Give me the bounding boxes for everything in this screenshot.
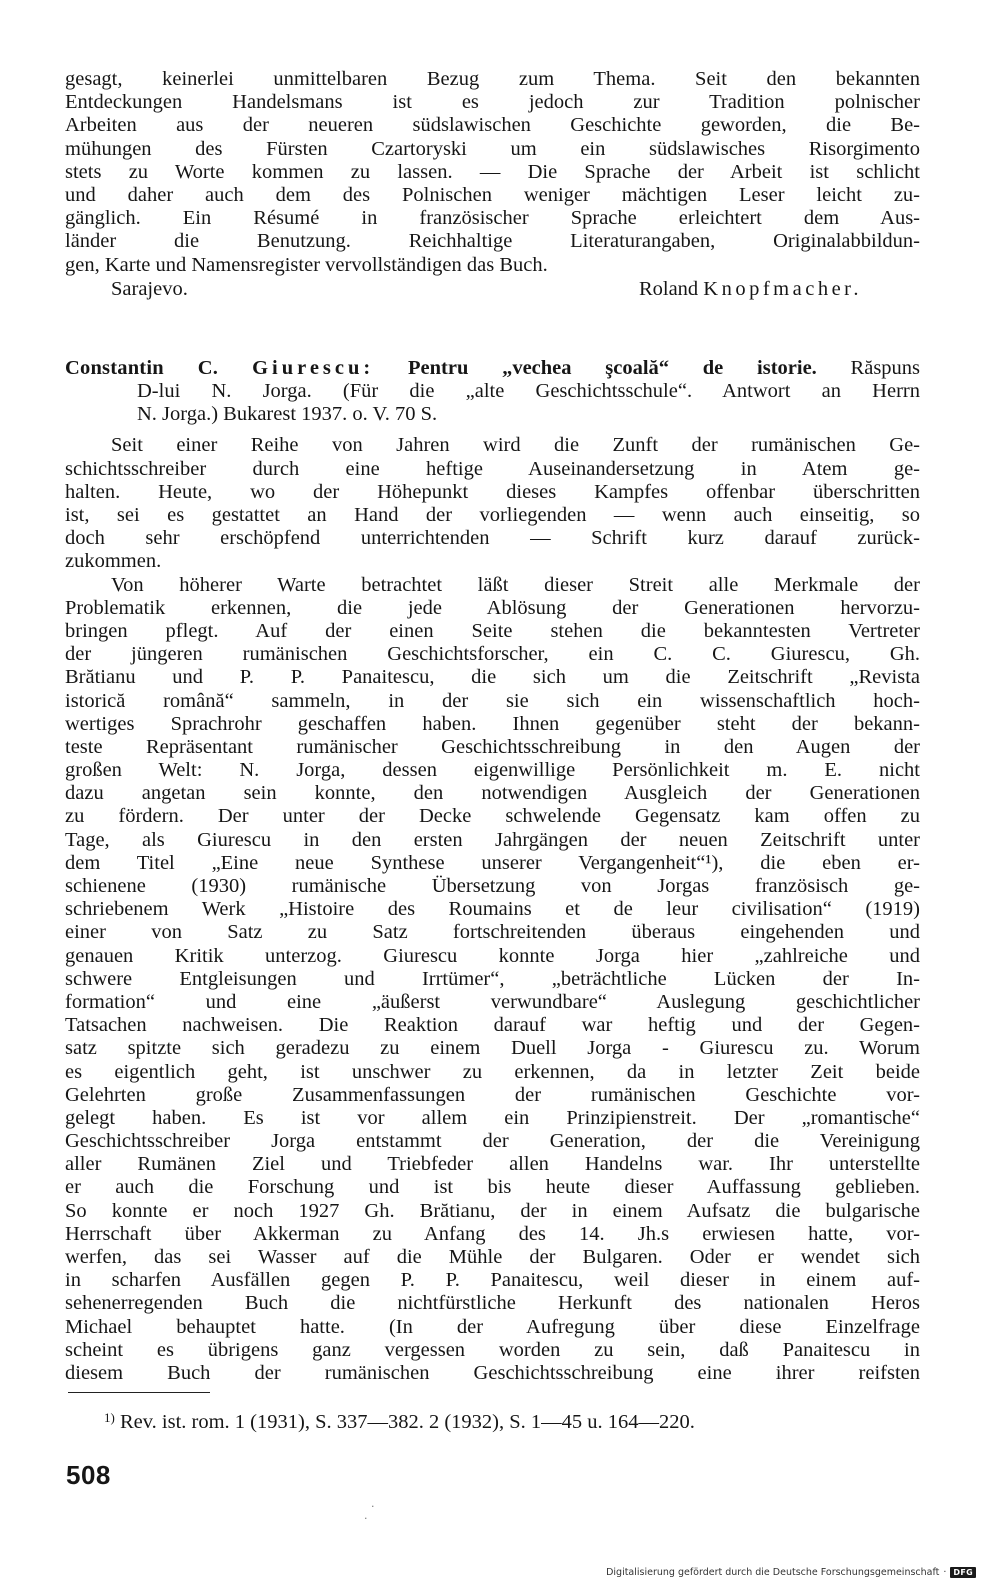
- text-line: es eigentlich geht, ist unschwer zu erkennen, da in letzter Zeit beide: [65, 1060, 920, 1083]
- text-line: er auch die Forschung und ist bis heute dieser Auffassung geblieben.: [65, 1176, 920, 1199]
- text-line: schwere Entgleisungen und Irrtümer“, „beträchtliche Lücken der In-: [65, 967, 920, 990]
- heading-line: N. Jorga.) Bukarest 1937. o. V. 70 S.: [137, 403, 438, 426]
- text-line: in scharfen Ausfällen gegen P. P. Panaitescu, weil dieser in einem auf-: [65, 1269, 920, 1292]
- text-line: halten. Heute, wo der Höhepunkt dieses Kampfes offenbar überschritten: [65, 480, 920, 503]
- text-line: Von höherer Warte betrachtet läßt dieser Streit alle Merkmale der: [111, 573, 920, 596]
- page-number: 508: [66, 1460, 111, 1490]
- footnote-marker: 1): [104, 1410, 115, 1425]
- text-line: bringen pflegt. Auf der einen Seite stehen die bekanntesten Vertreter: [65, 619, 920, 642]
- text-line: Geschichtsschreiber Jorga entstammt der Generation, der die Vereinigung: [65, 1130, 920, 1153]
- text-line: einer von Satz zu Satz fortschreitenden überaus eingehenden und: [65, 921, 920, 944]
- text-line: istorică română“ sammeln, in der sie sich ein wissenschaftlich hoch-: [65, 689, 920, 712]
- heading-line: D-lui N. Jorga. (Für die „alte Geschichtsschule“. Antwort an Herrn: [137, 380, 920, 403]
- text-line: aller Rumänen Ziel und Triebfeder allen Handelns war. Ihr unterstellte: [65, 1153, 920, 1176]
- text-line: dem Titel „Eine neue Synthese unserer Vergangenheit“¹), die eben er-: [65, 851, 920, 874]
- text-line: genauen Kritik unterzog. Giurescu konnte Jorga hier „zahlreiche und: [65, 944, 920, 967]
- text-line: gänglich. Ein Résumé in französischer Sprache erleichtert dem Aus-: [65, 207, 920, 230]
- paragraph-2: [65, 574, 920, 1386]
- text-line: Arbeiten aus der neueren südslawischen Geschichte geworden, die Be-: [65, 114, 920, 137]
- text-line: zukommen.: [65, 550, 162, 573]
- heading-author: Constantin C. Giurescu:: [65, 356, 375, 379]
- text-line: Gelehrten große Zusammenfassungen der rumänischen Geschichte vor-: [65, 1083, 920, 1106]
- text-line: stets zu Worte kommen zu lassen. — Die Sprache der Arbeit ist schlicht: [65, 160, 920, 183]
- footnote-divider: [68, 1392, 210, 1393]
- text-line: gesagt, keinerlei unmittelbaren Bezug zum Thema. Seit den bekannten: [65, 68, 920, 90]
- text-line: länder die Benutzung. Reichhaltige Literaturangaben, Originalabbildun-: [65, 230, 920, 253]
- digitization-footer: Digitalisierung gefördert durch die Deutsche Forschungsgemeinschaft · DFG: [606, 1567, 976, 1578]
- signature-reviewer: Roland Knopfmacher.: [638, 277, 862, 300]
- text-line: dazu angetan sein konnte, den notwendigen Ausgleich der Generationen: [65, 782, 920, 805]
- scan-speck: ·: [371, 1500, 375, 1513]
- text-line: schichtsschreiber durch eine heftige Auseinandersetzung in Atem ge-: [65, 457, 920, 480]
- dfg-logo: DFG: [950, 1567, 976, 1578]
- text-line: formation“ und eine „äußerst verwundbare“ Auslegung geschichtlicher: [65, 990, 920, 1013]
- text-line: Tatsachen nachweisen. Die Reaktion darauf war heftig und der Gegen-: [65, 1014, 920, 1037]
- text-line: Michael behauptet hatte. (In der Aufregung über diese Einzelfrage: [65, 1315, 920, 1338]
- text-line: Herrschaft über Akkerman zu Anfang des 14. Jh.s erwiesen hatte, vor-: [65, 1222, 920, 1245]
- text-line: schienene (1930) rumänische Übersetzung von Jorgas französisch ge-: [65, 875, 920, 897]
- previous-review: [65, 68, 920, 301]
- text-line: Tage, als Giurescu in den ersten Jahrgängen der neuen Zeitschrift unter: [65, 828, 920, 851]
- scan-speck: ·: [364, 1512, 368, 1525]
- footnote: [104, 1406, 695, 1434]
- text-line: diesem Buch der rumänischen Geschichtsschreibung eine ihrer reifsten: [65, 1361, 920, 1384]
- text-line: mühungen des Fürsten Czartoryski um ein südslawisches Risorgimento: [65, 137, 920, 160]
- text-line: werfen, das sei Wasser auf die Mühle der Bulgaren. Oder er wendet sich: [65, 1246, 920, 1268]
- text-line: schriebenem Werk „Histoire des Roumains et de leur civilisation“ (1919): [65, 898, 920, 921]
- text-line: doch sehr erschöpfend unterrichtenden — Schrift kurz darauf zurück-: [65, 527, 920, 550]
- text-line: scheint es übrigens ganz vergessen worden zu sein, daß Panaitescu in: [65, 1338, 920, 1361]
- text-line: wertiges Sprachrohr geschaffen haben. Ihnen gegenüber steht der bekann-: [65, 712, 920, 735]
- text-line: Brătianu und P. P. Panaitescu, die sich um die Zeitschrift „Revista: [65, 666, 920, 689]
- text-line: gen, Karte und Namensregister vervollständigen das Buch.: [65, 253, 548, 276]
- heading-response: Răspuns: [850, 356, 921, 379]
- text-line: zu fördern. Der unter der Decke schwelende Gegensatz kam offen zu: [65, 805, 920, 828]
- review-heading: [65, 357, 920, 427]
- review-signature: [65, 278, 920, 301]
- text-line: gelegt haben. Es ist vor allem ein Prinzipienstreit. Der „romantische“: [65, 1106, 920, 1129]
- heading-title: Pentru „vechea şcoală“ de istorie.: [408, 356, 817, 379]
- section-gap: [65, 301, 920, 357]
- text-line: So konnte er noch 1927 Gh. Brătianu, der in einem Aufsatz die bulgarische: [65, 1199, 920, 1222]
- text-line: teste Repräsentant rumänischer Geschichtsschreibung in den Augen der: [65, 735, 920, 758]
- text-line: satz spitzte sich geradezu zu einem Duell Jorga - Giurescu zu. Worum: [65, 1037, 920, 1060]
- text-line: der jüngeren rumänischen Geschichtsforscher, ein C. C. Giurescu, Gh.: [65, 643, 920, 666]
- signature-place: Sarajevo.: [111, 277, 188, 300]
- text-line: Problematik erkennen, die jede Ablösung der Generationen hervorzu-: [65, 596, 920, 619]
- text-line: sehenerregenden Buch die nichtfürstliche Herkunft des nationalen Heros: [65, 1292, 920, 1315]
- heading-line: [65, 357, 920, 380]
- digitization-note: Digitalisierung gefördert durch die Deutsche Forschungsgemeinschaft: [606, 1567, 940, 1578]
- text-line: Entdeckungen Handelsmans ist es jedoch zur Tradition polnischer: [65, 91, 920, 114]
- text-line: Seit einer Reihe von Jahren wird die Zunft der rumänischen Ge-: [111, 434, 920, 457]
- footnote-text: Rev. ist. rom. 1 (1931), S. 337—382. 2 (1932), S. 1—45 u. 164—220.: [119, 1411, 695, 1433]
- page-text: [65, 68, 920, 1385]
- paragraph-1: [65, 434, 920, 573]
- text-line: ist, sei es gestattet an Hand der vorliegenden — wenn auch einseitig, so: [65, 504, 920, 526]
- text-line: großen Welt: N. Jorga, dessen eigenwillige Persönlichkeit m. E. nicht: [65, 759, 920, 782]
- text-line: und daher auch dem des Polnischen weniger mächtigen Leser leicht zu-: [65, 183, 920, 206]
